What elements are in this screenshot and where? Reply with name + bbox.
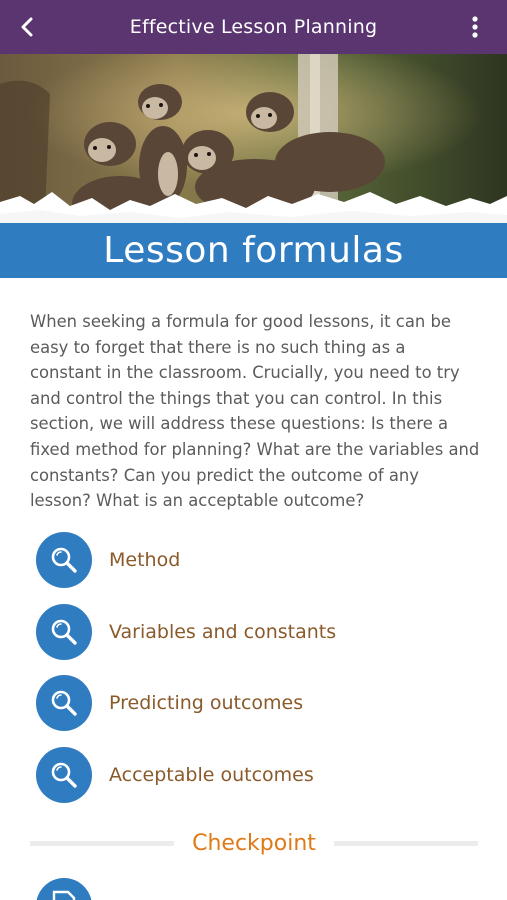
magnifier-icon — [49, 545, 79, 575]
divider-line — [334, 841, 478, 846]
overflow-menu-button[interactable] — [465, 10, 485, 44]
topic-item-predicting[interactable] — [36, 675, 486, 731]
divider-line — [30, 841, 174, 846]
topic-item-acceptable[interactable] — [36, 747, 486, 803]
topic-label: Acceptable outcomes — [109, 763, 314, 786]
app-bar — [0, 0, 507, 54]
document-icon — [36, 878, 92, 900]
back-button[interactable] — [10, 10, 44, 44]
topic-icon-circle — [36, 675, 92, 731]
magnifier-icon — [49, 760, 79, 790]
topic-list — [36, 532, 486, 818]
checkpoint-divider — [30, 826, 478, 860]
section-banner — [0, 223, 507, 278]
topic-icon-circle — [36, 747, 92, 803]
magnifier-icon — [49, 688, 79, 718]
magnifier-icon — [49, 617, 79, 647]
hero-image — [0, 54, 507, 224]
topic-item-method[interactable] — [36, 532, 486, 588]
chevron-left-icon — [19, 16, 35, 38]
topic-icon-circle — [36, 604, 92, 660]
checkpoint-item-icon[interactable] — [36, 878, 92, 900]
more-vertical-icon — [472, 16, 478, 38]
topic-label: Variables and constants — [109, 620, 337, 643]
intro-paragraph: When seeking a formula for good lessons, it can be easy to forget that there is no such thing as a constant in the classroom. Crucially, you need to try and control the things that you can control. In this section, we will address these questions: Is there a fixed method for planning? What are the variables and constants? Can you predict the outcome of any lesson? What is an acceptable outcome? — [30, 312, 480, 511]
section-title: Lesson formulas — [103, 230, 404, 271]
topic-label: Method — [109, 549, 181, 571]
topic-icon-circle — [36, 532, 92, 588]
topic-label: Predicting outcomes — [109, 692, 304, 714]
topic-item-variables[interactable] — [36, 604, 486, 660]
checkpoint-heading: Checkpoint — [192, 830, 316, 856]
page-title: Effective Lesson Planning — [129, 16, 378, 38]
